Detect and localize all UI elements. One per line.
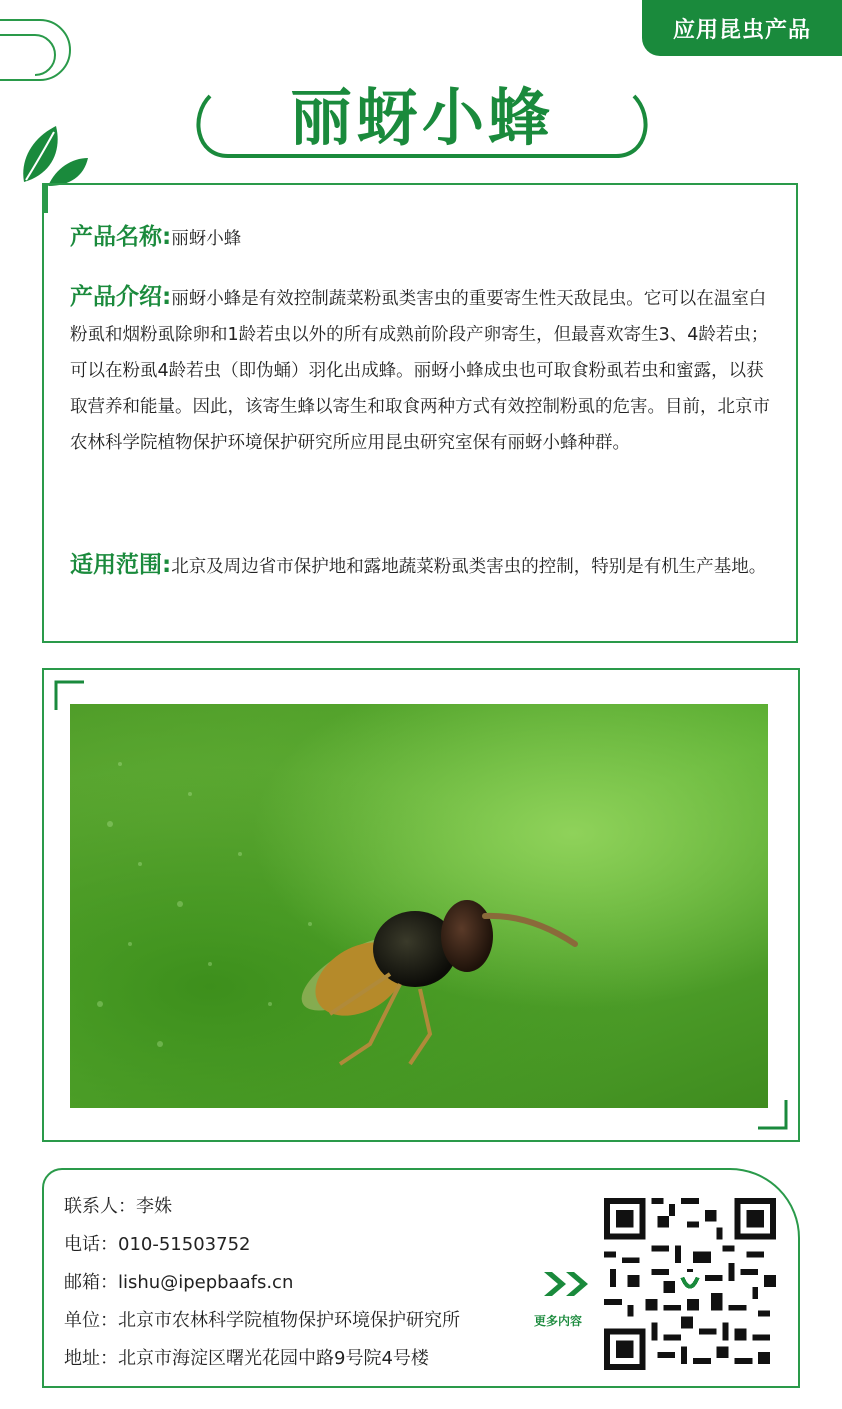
product-name-label: 产品名称: [70,224,172,250]
qr-code[interactable] [604,1198,776,1370]
page-title: 丽蚜小蜂 [289,81,554,154]
contact-phone: 电话：010-51503752 [64,1234,251,1255]
contact-address: 地址：北京市海淀区曙光花园中路9号院4号楼 [64,1348,429,1369]
product-intro-section [70,279,774,461]
product-intro-text: 丽蚜小蜂是有效控制蔬菜粉虱类害虫的重要寄生性天敌昆虫。它可以在温室白粉虱和烟粉虱除卵和1龄若虫以外的所有成熟前阶段产卵寄生，但最喜欢寄生3、4龄若虫；可以在粉虱4龄若虫（即伪蛹）羽化出成蜂。丽蚜小蜂成虫也可取食粉虱若虫和蜜露，以获取营养和能量。因此，该寄生蜂以寄生和取食两种方式有效控制粉虱的危害。目前，北京市农林科学院植物保护环境保护研究所应用昆虫研究室保有丽蚜小蜂种群。 [70,289,770,453]
contact-unit: 单位：北京市农林科学院植物保护环境保护研究所 [64,1310,460,1331]
title-banner [188,60,656,160]
insect-photo [70,704,768,1108]
scope-section [70,547,774,585]
scope-label: 适用范围: [70,552,172,578]
product-intro-label: 产品介绍: [70,284,172,310]
double-chevron-icon [542,1270,592,1298]
more-content-label[interactable]: 更多内容 [534,1314,583,1328]
contact-email: 邮箱：lishu@ipepbaafs.cn [64,1272,294,1293]
product-name-value: 丽蚜小蜂 [171,229,242,249]
box-corner-left [42,183,52,213]
leaf-icon [18,120,90,190]
wasp-illustration [70,704,768,1108]
decorative-arcs [0,0,90,110]
photo-frame [42,668,800,1142]
scope-text: 北京及周边省市保护地和露地蔬菜粉虱类害虫的控制，特别是有机生产基地。 [171,557,767,577]
contact-card [42,1168,800,1388]
product-name-section [70,219,774,257]
product-info-box [42,183,798,643]
contact-person: 联系人：李姝 [64,1196,172,1217]
category-tag: 应用昆虫产品 [642,0,842,56]
